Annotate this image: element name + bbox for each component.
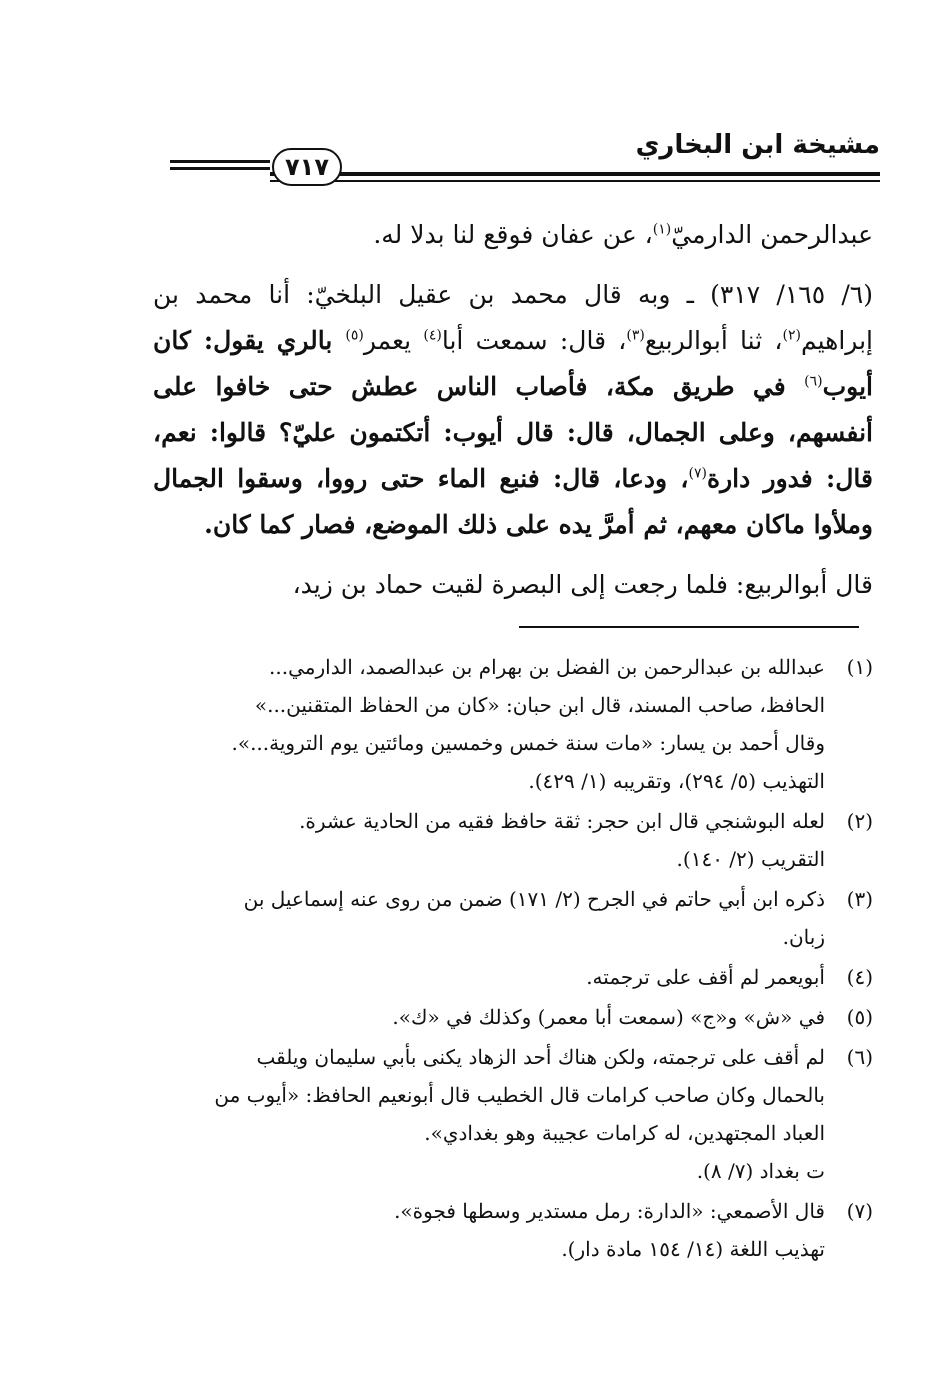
footnote-ref[interactable]: (٢)	[782, 327, 801, 344]
footnote-number: (٤)	[846, 965, 873, 989]
text: في طريق مكة، فأصاب الناس عطش حتى خافوا على أنفسهم، وعلى الجمال، قال: قال أيوب: أتكتمون عليّ؟ قالوا: نعم، قال: فدور دارة	[153, 372, 873, 493]
header-rule-left	[170, 167, 270, 170]
footnote-line: بالحمال وكان صاحب كرامات قال الخطيب قال أبونعيم الحافظ: «أيوب من	[214, 1083, 825, 1107]
footnote-number: (٣)	[846, 887, 873, 911]
text: عبدالرحمن الدارميّ	[671, 220, 873, 249]
footnotes	[151, 648, 873, 1270]
text: يعمر	[363, 326, 424, 355]
footnote-body	[151, 648, 825, 800]
text: ، قال: سمعت أبا	[441, 326, 627, 355]
footnote-line: أبويعمر لم أقف على ترجمته.	[586, 965, 825, 989]
footnote	[151, 1192, 873, 1268]
footnote-line: في «ش» و«ج» (سمعت أبا معمر) وكذلك في «ك».	[392, 1005, 825, 1029]
footnote-ref[interactable]: (٦)	[804, 373, 823, 390]
footnote-ref[interactable]: (٥)	[345, 327, 364, 344]
header-rule-thin	[270, 180, 880, 182]
footnote-number: (١)	[846, 655, 873, 679]
paragraph-1	[153, 212, 873, 258]
text: ، ودعا، قال: فنبع الماء حتى رووا، وسقوا الجمال وملأوا ماكان معهم، ثم أمرَّ يده على ذلك الموضع، فصار كما كان.	[153, 464, 873, 539]
footnote	[151, 880, 873, 956]
footnote-separator	[519, 626, 859, 628]
page-header	[160, 120, 880, 190]
footnote-body	[151, 1038, 825, 1190]
text: بالري يقول: كان أيوب	[153, 326, 873, 401]
footnote	[151, 648, 873, 800]
footnote-line: زبان.	[782, 925, 825, 949]
footnote-line: التقريب (٢/ ١٤٠).	[676, 847, 825, 871]
footnote-ref[interactable]: (٤)	[423, 327, 442, 344]
footnote-line: قال الأصمعي: «الدارة: رمل مستدير وسطها فجوة».	[394, 1199, 825, 1223]
footnote-line: ذكره ابن أبي حاتم في الجرح (٢/ ١٧١) ضمن من روى عنه إسماعيل بن	[243, 887, 825, 911]
footnote-line: وقال أحمد بن يسار: «مات سنة خمس وخمسين ومائتين يوم التروية...».	[231, 731, 825, 755]
footnote-line: الحافظ، صاحب المسند، قال ابن حبان: «كان من الحفاظ المتقنين...»	[254, 693, 825, 717]
footnote	[151, 802, 873, 878]
footnote-ref[interactable]: (٣)	[626, 327, 645, 344]
book-title: مشيخة ابن البخاري	[635, 130, 880, 160]
text: (٦/ ١٦٥/ ٣١٧) ـ وبه قال محمد بن عقيل البلخيّ: أنا محمد بن إبراهيم	[153, 280, 873, 355]
footnote-body	[151, 802, 825, 878]
footnote-body	[151, 958, 825, 996]
page-number: ٧١٧	[272, 148, 342, 186]
footnote-line: العباد المجتهدين، له كرامات عجيبة وهو بغدادي».	[424, 1121, 825, 1145]
main-text	[153, 212, 873, 622]
footnote-number: (٧)	[846, 1199, 873, 1223]
footnote-body	[151, 1192, 825, 1268]
footnote-body	[151, 880, 825, 956]
footnote	[151, 1038, 873, 1190]
footnote	[151, 958, 873, 996]
paragraph-3: قال أبوالربيع: فلما رجعت إلى البصرة لقيت حماد بن زيد،	[292, 570, 873, 599]
text: ، ثنا أبوالربيع	[644, 326, 783, 355]
footnote-number: (٥)	[846, 1005, 873, 1029]
footnote-line: ت بغداد (٧/ ٨).	[696, 1159, 825, 1183]
footnote-line: لعله البوشنجي قال ابن حجر: ثقة حافظ فقيه من الحادية عشرة.	[299, 809, 825, 833]
footnote	[151, 998, 873, 1036]
header-rule-left	[170, 160, 270, 163]
paragraph-2	[153, 272, 873, 548]
footnote-body	[151, 998, 825, 1036]
footnote-line: عبدالله بن عبدالرحمن بن الفضل بن بهرام بن عبدالصمد، الدارمي...	[269, 655, 825, 679]
footnote-ref[interactable]: (١)	[652, 221, 672, 238]
footnote-line: تهذيب اللغة (١٤/ ١٥٤ مادة دار).	[561, 1237, 825, 1261]
footnote-line: التهذيب (٥/ ٢٩٤)، وتقريبه (١/ ٤٢٩).	[528, 769, 825, 793]
footnote-line: لم أقف على ترجمته، ولكن هناك أحد الزهاد يكنى بأبي سليمان ويلقب	[256, 1045, 825, 1069]
footnote-number: (٦)	[846, 1045, 873, 1069]
footnote-ref[interactable]: (٧)	[688, 465, 707, 482]
header-rule-thick	[270, 172, 880, 176]
text: ، عن عفان فوقع لنا بدلا له.	[373, 220, 653, 249]
footnote-number: (٢)	[846, 809, 873, 833]
